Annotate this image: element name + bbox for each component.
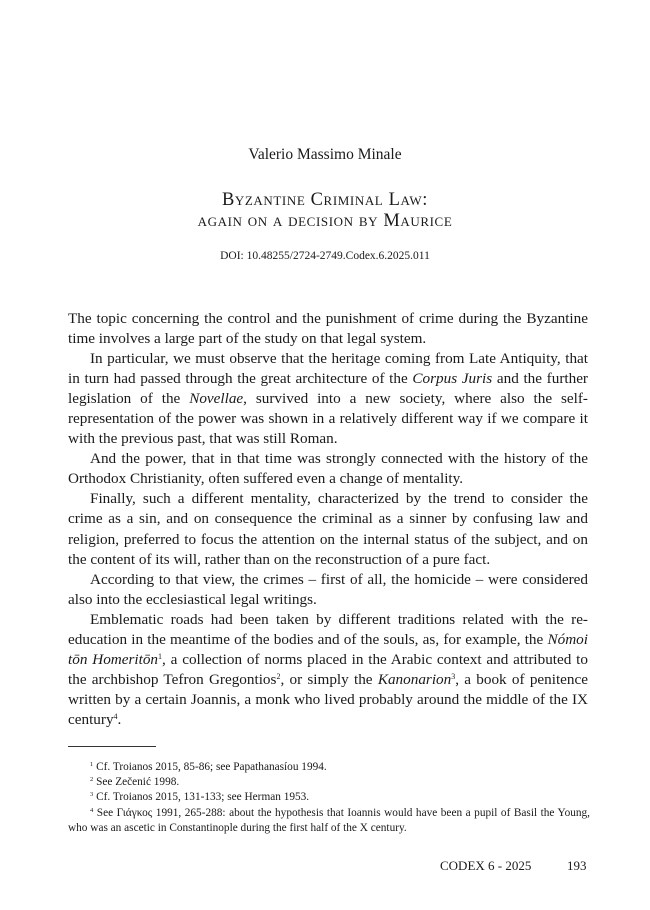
text-run: In particular, we must observe that the heritage coming from Late Antiquity, that in turn had passed through the great architecture of the [68, 350, 588, 388]
paragraph: And the power, that in that time was strongly connected with the history of the Orthodox Christianity, often suffered even a change of mentality. [68, 450, 588, 488]
footnote-ref[interactable]: 4 [113, 711, 118, 721]
body-text [68, 309, 588, 730]
footnote [68, 775, 590, 790]
footnote-text: Cf. Troianos 2015, 85-86; see Papathanasíou 1994. [96, 761, 327, 773]
paragraph: Finally, such a different mentality, characterized by the trend to consider the crime as a sin, and on consequence the criminal as a sinner by confusing law and religion, preferred to focus the attention on the internal status of the subject, and on the content of its will, rather than on the reconstruction of a pure fact. [68, 490, 588, 568]
text-run: and the further legislation of the [68, 370, 588, 408]
author-name: Valerio Massimo Minale [248, 146, 402, 163]
footnote [68, 790, 590, 805]
footnote-number: 3 [90, 791, 94, 799]
paragraph: According to that view, the crimes – first of all, the homicide – were considered also into the ecclesiastical legal writings. [68, 570, 588, 608]
footnote-ref[interactable]: 2 [276, 671, 281, 681]
text-run: , a book of penitence written by a certain Joannis, a monk who lived probably around the middle of the IX century [68, 670, 588, 728]
footnote-number: 4 [90, 806, 94, 814]
italic-term: Novellae [189, 390, 244, 408]
italic-term: Kanonarion [377, 670, 452, 688]
text-run: Emblematic roads had been taken by different traditions related with the re-education in the meantime of the bodies and of the souls, as, for example, the [68, 610, 588, 648]
text-run: , a collection of norms placed in the Arabic context and attributed to the archbishop Tefron Gregontios [68, 650, 588, 688]
footnotes [68, 760, 590, 836]
paragraph [68, 349, 588, 449]
doi: DOI: 10.48255/2724-2749.Codex.6.2025.011 [220, 250, 430, 262]
text-run: , or simply the [280, 670, 378, 688]
running-footer-title: CODEX 6 - 2025 [440, 858, 532, 873]
paragraph: The topic concerning the control and the punishment of crime during the Byzantine time involves a large part of the study on that legal system. [68, 310, 588, 348]
footnote [68, 760, 590, 775]
footnote [68, 806, 590, 836]
text-run: , survived into a new society, where also the self-representation of the power was shown in a relatively different way if we compare it with the previous past, that was still Roman. [68, 390, 588, 448]
footnote-text: See Zečenić 1998. [96, 776, 180, 789]
footnote-number: 2 [90, 776, 94, 784]
footnote-divider [68, 746, 156, 747]
text-run: . [117, 710, 122, 728]
paragraph [68, 610, 588, 730]
footnote-number: 1 [90, 761, 94, 768]
italic-term: Corpus Juris [412, 370, 493, 388]
article-title-line-1: Byzantine Criminal Law: [221, 190, 429, 210]
italic-term: Nómoi tōn Homeritōn [68, 630, 588, 668]
footnote-ref[interactable]: 1 [158, 651, 163, 661]
article-title-line-2: again on a decision by Maurice [197, 211, 453, 231]
footnote-ref[interactable]: 3 [451, 671, 456, 681]
page-number: 193 [567, 858, 587, 873]
footnote-text: See Γιάγκος 1991, 265-288: about the hypothesis that Ioannis would have been a pupil of Basil the Young, who was an ascetic in Constantinople during the first half of the X century. [68, 806, 590, 834]
footnote-text: Cf. Troianos 2015, 131-133; see Herman 1953. [96, 791, 310, 804]
